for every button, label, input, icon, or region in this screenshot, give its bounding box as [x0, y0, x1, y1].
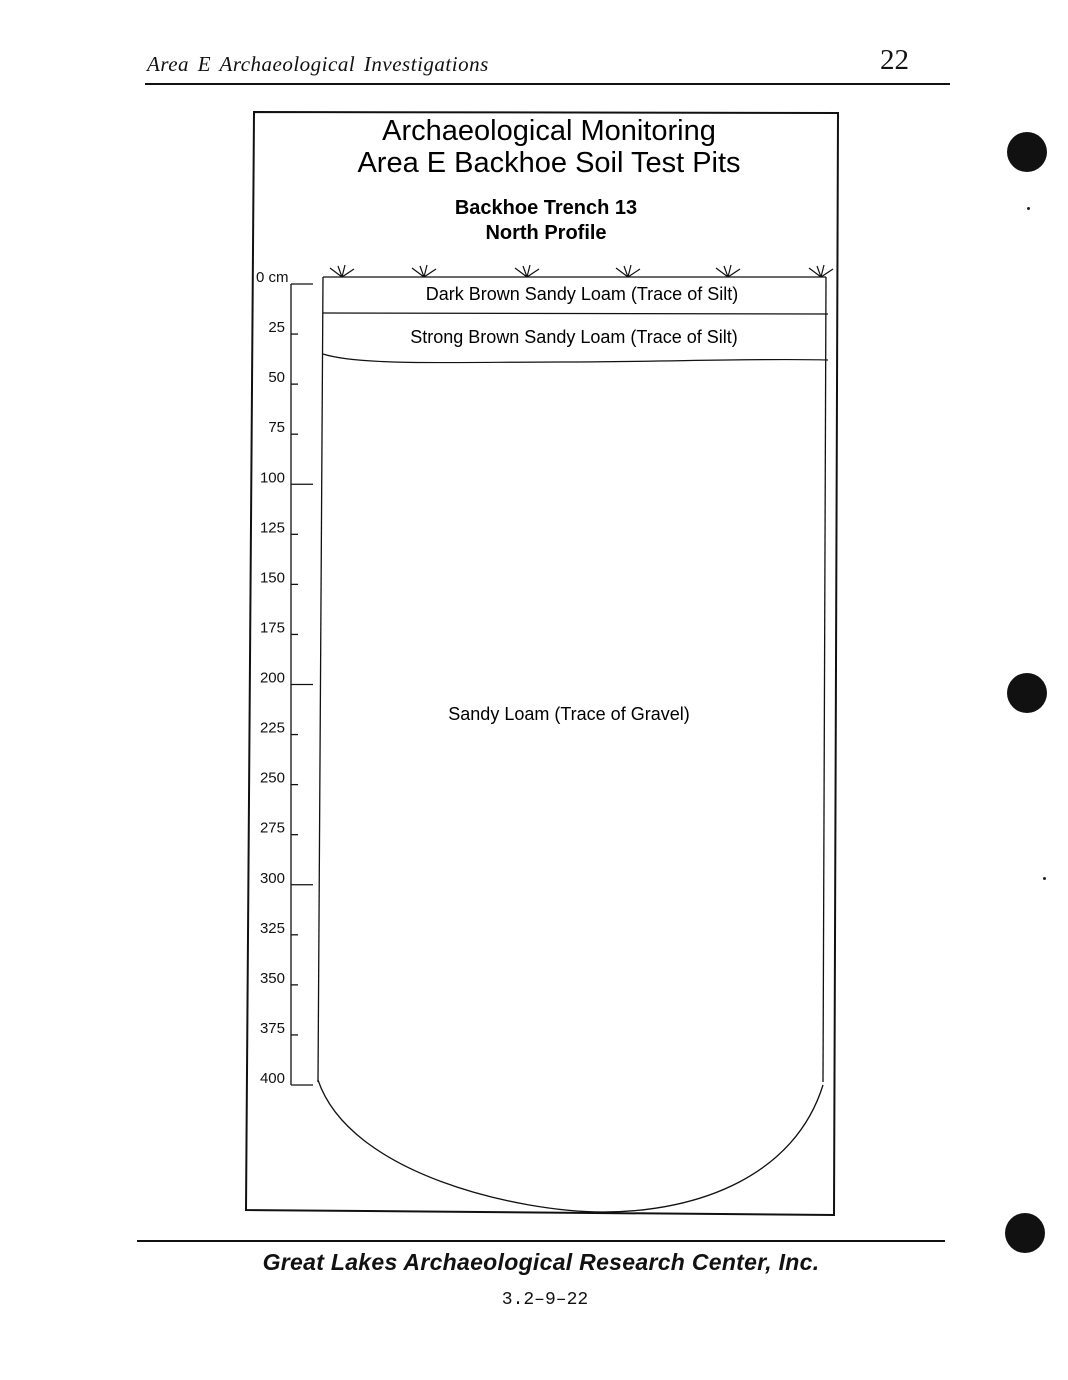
- depth-tick-label: 325: [259, 919, 285, 937]
- grass-tufts: [330, 265, 833, 277]
- figure-subtitle-profile: North Profile: [485, 222, 607, 244]
- footer-rule: [137, 1240, 945, 1242]
- trench-left-wall: [318, 277, 323, 1082]
- scan-speck: [1043, 877, 1046, 880]
- depth-tick-label: 200: [259, 669, 285, 687]
- footer-document-code: 3.2–9–22: [501, 1290, 589, 1310]
- depth-tick-label: 50: [268, 369, 285, 387]
- depth-tick-label: 100: [259, 469, 285, 487]
- figure-title-line2: Area E Backhoe Soil Test Pits: [357, 147, 741, 179]
- binder-hole-top: [1007, 132, 1047, 172]
- depth-tick-label: 250: [259, 769, 285, 787]
- depth-tick-label: 0 cm: [256, 269, 289, 286]
- depth-tick-label: 175: [259, 619, 285, 637]
- footer-organization: Great Lakes Archaeological Research Center, Inc.: [262, 1249, 820, 1275]
- grass-tuft-icon: [616, 265, 640, 277]
- layer-label-2: Strong Brown Sandy Loam (Trace of Silt): [410, 327, 738, 347]
- scan-speck: [1027, 207, 1030, 210]
- layer-label-3: Sandy Loam (Trace of Gravel): [448, 704, 690, 724]
- grass-tuft-icon: [716, 265, 740, 277]
- grass-tuft-icon: [330, 265, 354, 277]
- trench-right-wall: [823, 277, 826, 1082]
- depth-tick-label: 350: [259, 969, 285, 987]
- depth-tick-label: 300: [259, 869, 285, 887]
- depth-tick-label: 375: [259, 1019, 285, 1037]
- grass-tuft-icon: [809, 265, 833, 277]
- grass-tuft-icon: [412, 265, 436, 277]
- figure-title-line1: Archaeological Monitoring: [382, 115, 716, 147]
- depth-tick-label: 150: [259, 569, 285, 587]
- depth-tick-label: 125: [259, 519, 285, 537]
- depth-scale: [256, 269, 313, 1087]
- layer-boundary-1: [323, 313, 828, 314]
- figure-subtitle-trench: Backhoe Trench 13: [454, 197, 638, 219]
- page-number: 22: [880, 44, 909, 76]
- depth-tick-label: 75: [268, 419, 285, 437]
- depth-tick-label: 25: [268, 319, 285, 337]
- page-header-title: Area E Archaeological Investigations: [147, 52, 489, 76]
- binder-hole-bottom: [1005, 1213, 1045, 1253]
- layer-boundary-2: [323, 354, 828, 363]
- trench-bottom-curve: [318, 1080, 823, 1212]
- depth-tick-label: 275: [259, 819, 285, 837]
- grass-tuft-icon: [515, 265, 539, 277]
- depth-tick-label: 225: [259, 719, 285, 737]
- binder-hole-middle: [1007, 673, 1047, 713]
- layer-label-1: Dark Brown Sandy Loam (Trace of Silt): [425, 284, 739, 304]
- depth-tick-label: 400: [259, 1070, 285, 1087]
